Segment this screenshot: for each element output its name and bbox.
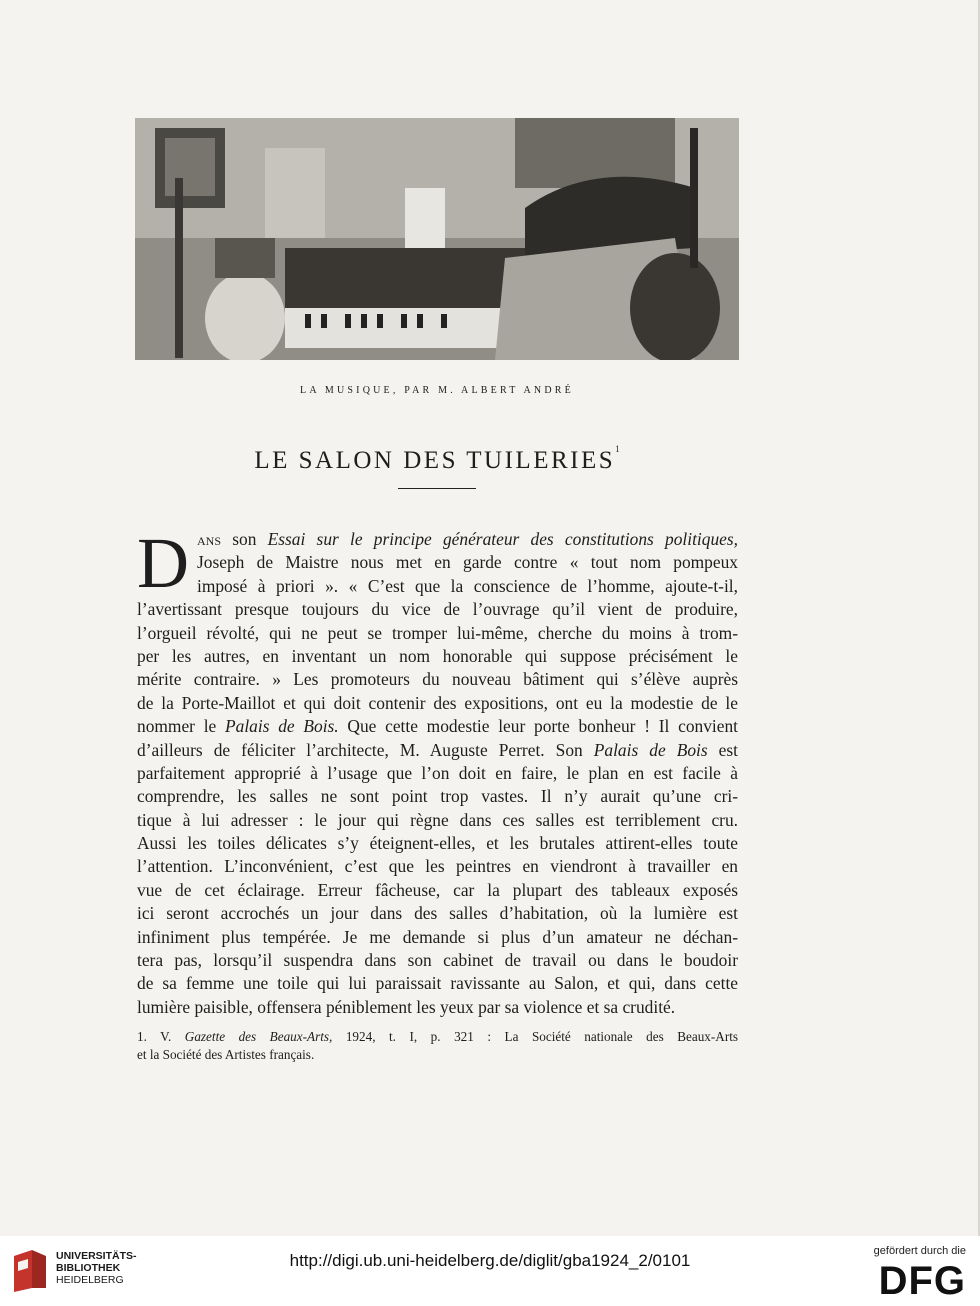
- text-line: Aussi les toiles délicates s’y éteignent-elles, et les brutales attirent-elles toute: [137, 833, 738, 854]
- footnote-journal: Gazette des Beaux-Arts,: [184, 1029, 333, 1044]
- footnote-number: 1. V.: [137, 1029, 185, 1044]
- text-line: tera pas, lorsqu’il suspendra dans son cabinet de travail ou dans le boudoir: [137, 950, 738, 971]
- library-name-line: HEIDELBERG: [56, 1274, 124, 1286]
- text-line: vue de cet éclairage. Erreur fâcheuse, car la plupart des tableaux exposés: [137, 879, 738, 900]
- text-line: l’orgueil révolté, qui ne peut se tromper lui-même, cherche du moins à trom-: [137, 622, 738, 643]
- italic-span: Palais de Bois: [593, 739, 708, 760]
- text-line: infiniment plus tempérée. Je me demande si plus d’un amateur ne déchan-: [137, 926, 738, 947]
- text-line: mérite contraire. » Les promoteurs du nouveau bâtiment qui s’élève auprès: [137, 669, 738, 690]
- text-line: [137, 739, 738, 762]
- text-line: per les autres, en inventant un nom honorable qui suppose précisément le: [137, 645, 738, 666]
- text-line: ici seront accrochés un jour dans des salles d’habitation, où la lumière est: [137, 903, 738, 924]
- article-body: [137, 523, 739, 1019]
- library-name-line: BIBLIOTHEK: [56, 1262, 121, 1274]
- text-span: d’ailleurs de féliciter l’architecte, M. Auguste Perret. Son: [137, 739, 594, 760]
- book-title: Essai sur le principe générateur des constitutions politiques,: [267, 529, 738, 549]
- footnote-text: 1924, t. I, p. 321 : La Société nationale des Beaux-Arts: [332, 1029, 739, 1044]
- text-line: de sa femme une toile qui lui paraissait ravissante au Salon, et qui, dans cette: [137, 973, 738, 994]
- title-text: LE SALON DES TUILERIES: [254, 446, 616, 474]
- source-url-link[interactable]: http://digi.ub.uni-heidelberg.de/diglit/gba1924_2/0101: [289, 1251, 691, 1270]
- title-rule: [398, 488, 476, 489]
- article-title: [135, 443, 739, 475]
- text-line: Joseph de Maistre nous met en garde contre « tout nom pompeux: [197, 552, 738, 573]
- footnote-line: [137, 1028, 738, 1046]
- funding-label: gefördert durch die: [873, 1245, 966, 1257]
- dfg-logo: DFG: [878, 1259, 966, 1303]
- illustration-caption: LA MUSIQUE, PAR M. ALBERT ANDRÉ: [300, 385, 574, 396]
- text-line: l’avertissant presque toujours du vice de l’ouvrage qu’il vient de produire,: [137, 599, 738, 620]
- drop-cap: D: [137, 523, 189, 603]
- text-line: tique à lui adresser : le jour qui règne dans ces salles est terriblement cru.: [137, 809, 738, 830]
- text-span: son: [221, 529, 268, 549]
- text-line: comprendre, les salles ne sont point trop vastes. Il n’y aurait qu’une cri-: [137, 786, 738, 807]
- text-span: est: [707, 739, 738, 760]
- text-line: [137, 528, 738, 551]
- text-span: Que cette modestie leur porte bonheur ! Il convient: [338, 716, 739, 737]
- text-line: imposé à priori ». « C’est que la conscience de l’homme, ajoute-t-il,: [197, 575, 738, 596]
- text-line: [137, 715, 738, 738]
- footer-bar: [0, 1236, 980, 1306]
- italic-span: Palais de Bois.: [225, 716, 339, 737]
- text-line: de la Porte-Maillot et qui doit contenir des expositions, ont eu la modestie de le: [137, 692, 738, 713]
- footnote-line: et la Société des Artistes français.: [137, 1047, 315, 1062]
- illustration-la-musique: [135, 118, 739, 360]
- small-caps-start: ans: [197, 529, 222, 549]
- footnote: [137, 1028, 738, 1064]
- text-line: l’attention. L’inconvénient, c’est que les peintres en viendront à travailler en: [137, 856, 738, 877]
- text-line: lumière paisible, offensera péniblement les yeux par sa violence et sa crudité.: [137, 996, 676, 1017]
- text-span: nommer le: [137, 716, 226, 737]
- text-line: parfaitement approprié à l’usage que l’on doit en faire, le plan en est facile à: [137, 762, 738, 783]
- library-name-line: UNIVERSITÄTS-: [56, 1250, 137, 1262]
- title-footnote-marker: 1: [615, 443, 620, 454]
